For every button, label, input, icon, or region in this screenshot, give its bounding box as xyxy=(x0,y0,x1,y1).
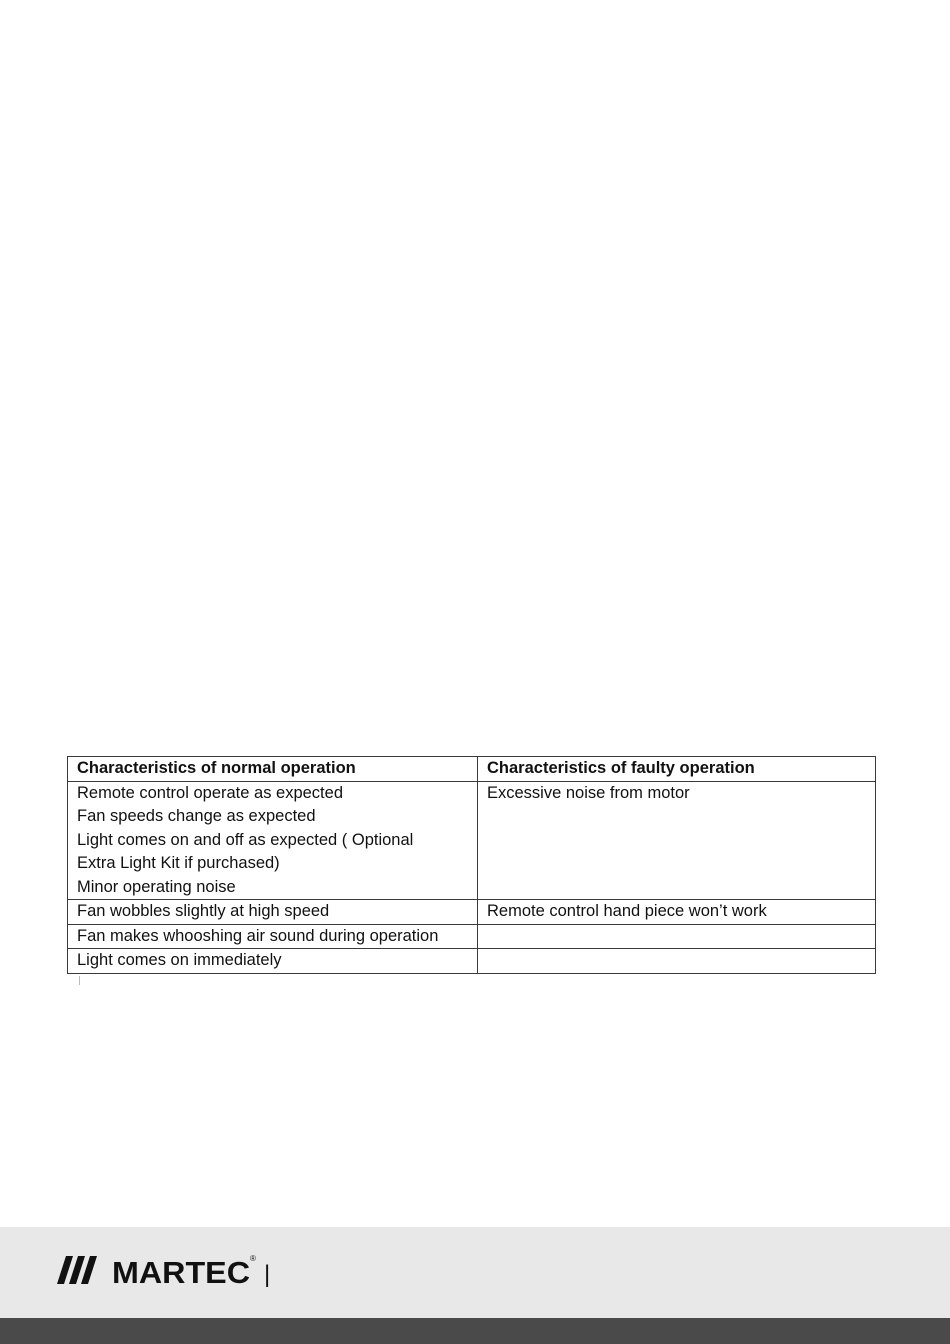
cell-line: Fan makes whooshing air sound during operation xyxy=(77,926,439,945)
cell-line: Extra Light Kit if purchased) xyxy=(77,854,280,872)
cell-line: Minor operating noise xyxy=(77,877,236,896)
cell-line xyxy=(487,925,866,949)
faulty-cell xyxy=(478,900,876,925)
cell-line: Light comes on immediately xyxy=(77,951,282,969)
operation-characteristics-table xyxy=(67,756,876,974)
registered-mark: ® xyxy=(250,1254,256,1263)
header-faulty-operation: Characteristics of faulty operation xyxy=(478,757,876,782)
cell-line: Light comes on and off as expected ( Optional xyxy=(77,830,414,849)
normal-cell xyxy=(68,781,478,900)
cell-line: Remote control operate as expected xyxy=(77,783,343,802)
table-row xyxy=(68,781,876,900)
faulty-cell xyxy=(478,949,876,974)
logo-separator: | xyxy=(264,1261,271,1288)
normal-cell xyxy=(68,900,478,925)
table-header-row xyxy=(68,757,876,782)
logo-wordmark: MARTEC xyxy=(112,1255,250,1288)
martec-logo xyxy=(56,1252,286,1288)
table-row xyxy=(68,900,876,925)
stray-mark xyxy=(79,976,80,985)
cell-line: Fan wobbles slightly at high speed xyxy=(77,902,330,920)
slash-marks-icon xyxy=(57,1256,97,1284)
header-normal-operation: Characteristics of normal operation xyxy=(68,757,478,782)
cell-line xyxy=(487,949,866,973)
table-row xyxy=(68,949,876,974)
faulty-cell xyxy=(478,924,876,949)
footer-bottom-bar xyxy=(0,1318,950,1344)
faulty-cell xyxy=(478,781,876,900)
normal-cell xyxy=(68,924,478,949)
normal-cell xyxy=(68,949,478,974)
cell-line: Remote control hand piece won’t work xyxy=(487,902,767,920)
table-row xyxy=(68,924,876,949)
cell-line: Excessive noise from motor xyxy=(487,783,690,802)
cell-line: Fan speeds change as expected xyxy=(77,807,316,825)
